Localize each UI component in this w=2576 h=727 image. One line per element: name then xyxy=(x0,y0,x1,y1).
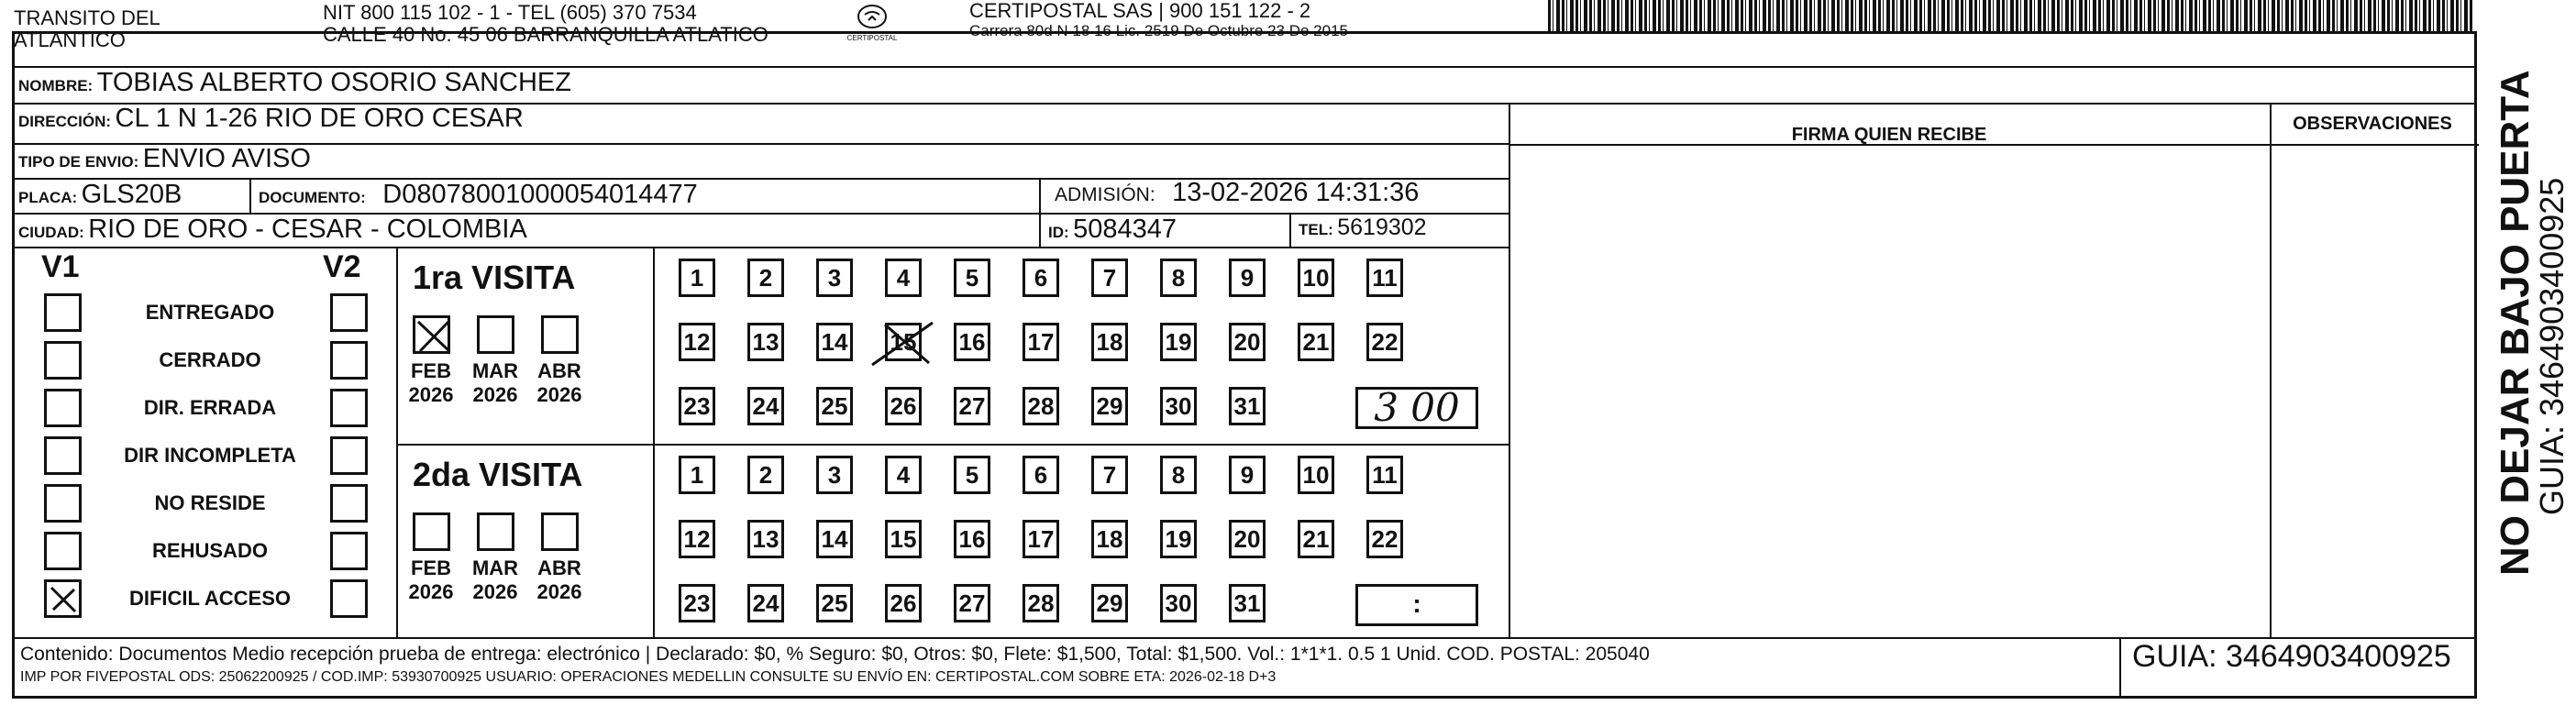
tel-row xyxy=(1299,215,1427,241)
year-label: 2026 xyxy=(472,383,518,406)
day-box[interactable]: 22 xyxy=(1366,323,1403,361)
ciudad-label: CIUDAD: xyxy=(18,224,84,241)
day-box[interactable]: 30 xyxy=(1160,584,1197,622)
ciudad-value: RIO DE ORO - CESAR - COLOMBIA xyxy=(88,215,527,244)
nit-line: NIT 800 115 102 - 1 - TEL (605) 370 7534 xyxy=(323,1,697,24)
day-box[interactable]: 16 xyxy=(954,520,990,558)
day-box[interactable]: 24 xyxy=(747,387,784,425)
v2-checkbox[interactable] xyxy=(330,484,368,523)
company-line-2: ATLANTICO xyxy=(14,28,126,51)
v2-checkbox[interactable] xyxy=(330,389,368,427)
month-caption xyxy=(404,359,459,407)
day-box[interactable]: 20 xyxy=(1229,520,1266,558)
day-box[interactable]: 22 xyxy=(1366,520,1403,558)
barcode xyxy=(1548,0,2474,33)
day-box[interactable]: 6 xyxy=(1023,456,1059,494)
day-box[interactable]: 15 xyxy=(885,323,922,361)
documento-value: D08078001000054014477 xyxy=(382,180,698,209)
signature-area[interactable] xyxy=(1513,147,2265,634)
check-mark-icon xyxy=(415,318,452,355)
tel-label: TEL: xyxy=(1299,221,1333,238)
v1-checkbox[interactable] xyxy=(44,341,82,380)
day-box[interactable]: 7 xyxy=(1091,456,1128,494)
v1-checkbox[interactable] xyxy=(44,436,82,475)
month-label: ABR xyxy=(537,556,581,579)
day-box[interactable]: 9 xyxy=(1229,456,1266,494)
visit2-title: 2da VISITA xyxy=(413,456,583,493)
day-box[interactable]: 7 xyxy=(1091,259,1128,297)
month-caption xyxy=(532,359,587,407)
day-box[interactable]: 18 xyxy=(1091,520,1128,558)
v2-label: V2 xyxy=(323,249,361,284)
tipo-value: ENVIO AVISO xyxy=(142,144,311,173)
day-box[interactable]: 29 xyxy=(1091,387,1128,425)
status-label: CERRADO xyxy=(159,348,261,371)
year-label: 2026 xyxy=(536,383,582,406)
ciudad-row xyxy=(18,215,527,245)
v1-checkbox[interactable] xyxy=(44,293,82,332)
month-checkbox[interactable] xyxy=(413,512,450,551)
documento-label: DOCUMENTO: xyxy=(259,189,366,206)
day-box[interactable]: 31 xyxy=(1229,387,1266,425)
day-box[interactable]: 21 xyxy=(1298,520,1334,558)
day-box[interactable]: 30 xyxy=(1160,387,1197,425)
day-box[interactable]: 25 xyxy=(816,584,853,622)
status-label: REHUSADO xyxy=(152,539,268,562)
day-box[interactable]: 5 xyxy=(954,259,990,297)
v1-checkbox[interactable] xyxy=(44,579,82,618)
month-caption xyxy=(532,556,587,604)
month-checkbox[interactable] xyxy=(541,315,579,354)
year-label: 2026 xyxy=(472,580,518,603)
day-box[interactable]: 26 xyxy=(885,584,922,622)
day-box[interactable]: 25 xyxy=(816,387,853,425)
month-checkbox[interactable] xyxy=(477,315,514,354)
status-label: ENTREGADO xyxy=(145,301,275,324)
day-box[interactable]: 12 xyxy=(679,520,715,558)
v2-checkbox[interactable] xyxy=(330,532,368,570)
nombre-value: TOBIAS ALBERTO OSORIO SANCHEZ xyxy=(96,68,571,97)
v1-label: V1 xyxy=(41,249,80,284)
cross-mark-icon xyxy=(868,317,942,373)
logo-icon xyxy=(857,4,888,29)
day-box[interactable]: 2 xyxy=(747,456,784,494)
admision-value: 13-02-2026 14:31:36 xyxy=(1172,178,1420,207)
v2-checkbox[interactable] xyxy=(330,293,368,332)
imp-line: IMP POR FIVEPOSTAL ODS: 25062200925 / COD.IMP: 53930700925 USUARIO: OPERACIONES MEDELLIN CONSULTE SU ENVÍO EN: CERTIPOSTAL.COM SOBRE ETA: 2026-02-18 D+3 xyxy=(20,669,1277,685)
day-box[interactable]: 10 xyxy=(1298,456,1334,494)
day-box[interactable]: 21 xyxy=(1298,323,1334,361)
day-box[interactable]: 13 xyxy=(747,323,784,361)
day-box[interactable]: 15 xyxy=(885,520,922,558)
month-label: FEB xyxy=(411,359,451,382)
day-box[interactable]: 1 xyxy=(679,456,715,494)
day-box[interactable]: 1 xyxy=(679,259,715,297)
month-checkbox[interactable] xyxy=(477,512,514,551)
day-box[interactable]: 29 xyxy=(1091,584,1128,622)
year-label: 2026 xyxy=(408,383,454,406)
day-box[interactable]: 19 xyxy=(1160,323,1197,361)
day-box[interactable]: 18 xyxy=(1091,323,1128,361)
day-box[interactable]: 23 xyxy=(679,387,715,425)
observaciones-label: OBSERVACIONES xyxy=(2293,114,2452,134)
month-caption xyxy=(468,359,523,407)
v1-checkbox[interactable] xyxy=(44,532,82,570)
check-mark-icon xyxy=(47,582,80,615)
day-box[interactable]: 28 xyxy=(1023,584,1059,622)
day-box[interactable]: 17 xyxy=(1023,323,1059,361)
documento-row xyxy=(259,180,698,210)
time-box[interactable]: : xyxy=(1355,584,1478,626)
month-label: FEB xyxy=(411,556,451,579)
day-box[interactable]: 24 xyxy=(747,584,784,622)
year-label: 2026 xyxy=(536,580,582,603)
day-box[interactable]: 4 xyxy=(885,456,922,494)
month-label: MAR xyxy=(471,556,519,579)
v2-checkbox[interactable] xyxy=(330,436,368,475)
day-box[interactable]: 8 xyxy=(1160,259,1197,297)
day-box[interactable]: 4 xyxy=(885,259,922,297)
month-label: MAR xyxy=(471,359,519,382)
admision-row xyxy=(1055,178,1419,208)
company-line-1: TRANSITO DEL xyxy=(14,6,160,29)
day-box[interactable]: 16 xyxy=(954,323,990,361)
day-box[interactable]: 11 xyxy=(1366,259,1403,297)
contenido-line: Contenido: Documentos Medio recepción prueba de entrega: electrónico | Declarado: $0, % Seguro: $0, Otros: $0, Flete: $1,500, Total: $1,500. Vol.: 1*1*1. 0.5 1 Unid. COD. POSTAL: 205040 xyxy=(20,644,1650,665)
day-box[interactable]: 8 xyxy=(1160,456,1197,494)
day-box[interactable]: 19 xyxy=(1160,520,1197,558)
id-label: ID: xyxy=(1048,224,1069,241)
nombre-row xyxy=(18,68,571,98)
day-box[interactable]: 28 xyxy=(1023,387,1059,425)
day-box[interactable]: 12 xyxy=(679,323,715,361)
placa-label: PLACA: xyxy=(18,189,78,206)
nombre-label: NOMBRE: xyxy=(18,77,94,94)
direccion-value: CL 1 N 1-26 RIO DE ORO CESAR xyxy=(115,104,524,133)
day-box[interactable]: 17 xyxy=(1023,520,1059,558)
day-box[interactable]: 6 xyxy=(1023,259,1059,297)
day-box[interactable]: 20 xyxy=(1229,323,1266,361)
day-box[interactable]: 3 xyxy=(816,456,853,494)
side-warning: NO DEJAR BAJO PUERTA xyxy=(2493,70,2537,576)
v2-checkbox[interactable] xyxy=(330,579,368,618)
month-caption xyxy=(404,556,459,604)
status-label: DIR. ERRADA xyxy=(143,396,277,419)
year-label: 2026 xyxy=(408,580,454,603)
tel-value: 5619302 xyxy=(1337,215,1427,240)
license-line: Carrera 80d N 18 16 Lic. 2519 De Octubre 23 De 2015 xyxy=(969,22,1348,39)
status-label: DIFICIL ACCESO xyxy=(128,587,291,610)
visit1-title: 1ra VISITA xyxy=(413,259,576,296)
id-row xyxy=(1048,215,1177,245)
v1-checkbox[interactable] xyxy=(44,484,82,523)
tipo-label: TIPO DE ENVIO: xyxy=(18,153,139,171)
day-box[interactable]: 27 xyxy=(954,387,990,425)
admision-label: ADMISIÓN: xyxy=(1055,184,1155,205)
day-box[interactable]: 14 xyxy=(816,520,853,558)
status-label: DIR INCOMPLETA xyxy=(124,444,296,467)
day-box[interactable]: 31 xyxy=(1229,584,1266,622)
tipo-row xyxy=(18,144,311,174)
side-guia: GUIA: 3464903400925 xyxy=(2533,177,2570,515)
id-value: 5084347 xyxy=(1073,215,1177,244)
direccion-row xyxy=(18,104,524,134)
day-box[interactable]: 23 xyxy=(679,584,715,622)
day-box[interactable]: 27 xyxy=(954,584,990,622)
day-box[interactable]: 26 xyxy=(885,387,922,425)
time-box[interactable]: 3 00 xyxy=(1355,387,1478,429)
day-box[interactable]: 2 xyxy=(747,259,784,297)
placa-value: GLS20B xyxy=(81,180,182,209)
v1-checkbox[interactable] xyxy=(44,389,82,427)
address-line: CALLE 40 No. 45 06 BARRANQUILLA ATLATICO xyxy=(323,23,768,46)
day-box[interactable]: 14 xyxy=(816,323,853,361)
month-label: ABR xyxy=(537,359,581,382)
day-box[interactable]: 9 xyxy=(1229,259,1266,297)
day-box[interactable]: 3 xyxy=(816,259,853,297)
placa-row xyxy=(18,180,182,210)
month-checkbox[interactable] xyxy=(413,315,450,354)
month-checkbox[interactable] xyxy=(541,512,579,551)
day-box[interactable]: 11 xyxy=(1366,456,1403,494)
v2-checkbox[interactable] xyxy=(330,341,368,380)
day-box[interactable]: 5 xyxy=(954,456,990,494)
firma-label: FIRMA QUIEN RECIBE xyxy=(1791,125,1987,145)
certipostal-line: CERTIPOSTAL SAS | 900 151 122 - 2 xyxy=(969,0,1311,22)
month-caption xyxy=(468,556,523,604)
direccion-label: DIRECCIÓN: xyxy=(18,113,112,130)
day-box[interactable]: 10 xyxy=(1298,259,1334,297)
logo-text: CERTIPOSTAL xyxy=(846,34,898,42)
status-label: NO RESIDE xyxy=(154,491,266,514)
guia-footer: GUIA: 3464903400925 xyxy=(2132,639,2451,674)
day-box[interactable]: 13 xyxy=(747,520,784,558)
observations-area[interactable] xyxy=(2274,147,2474,634)
